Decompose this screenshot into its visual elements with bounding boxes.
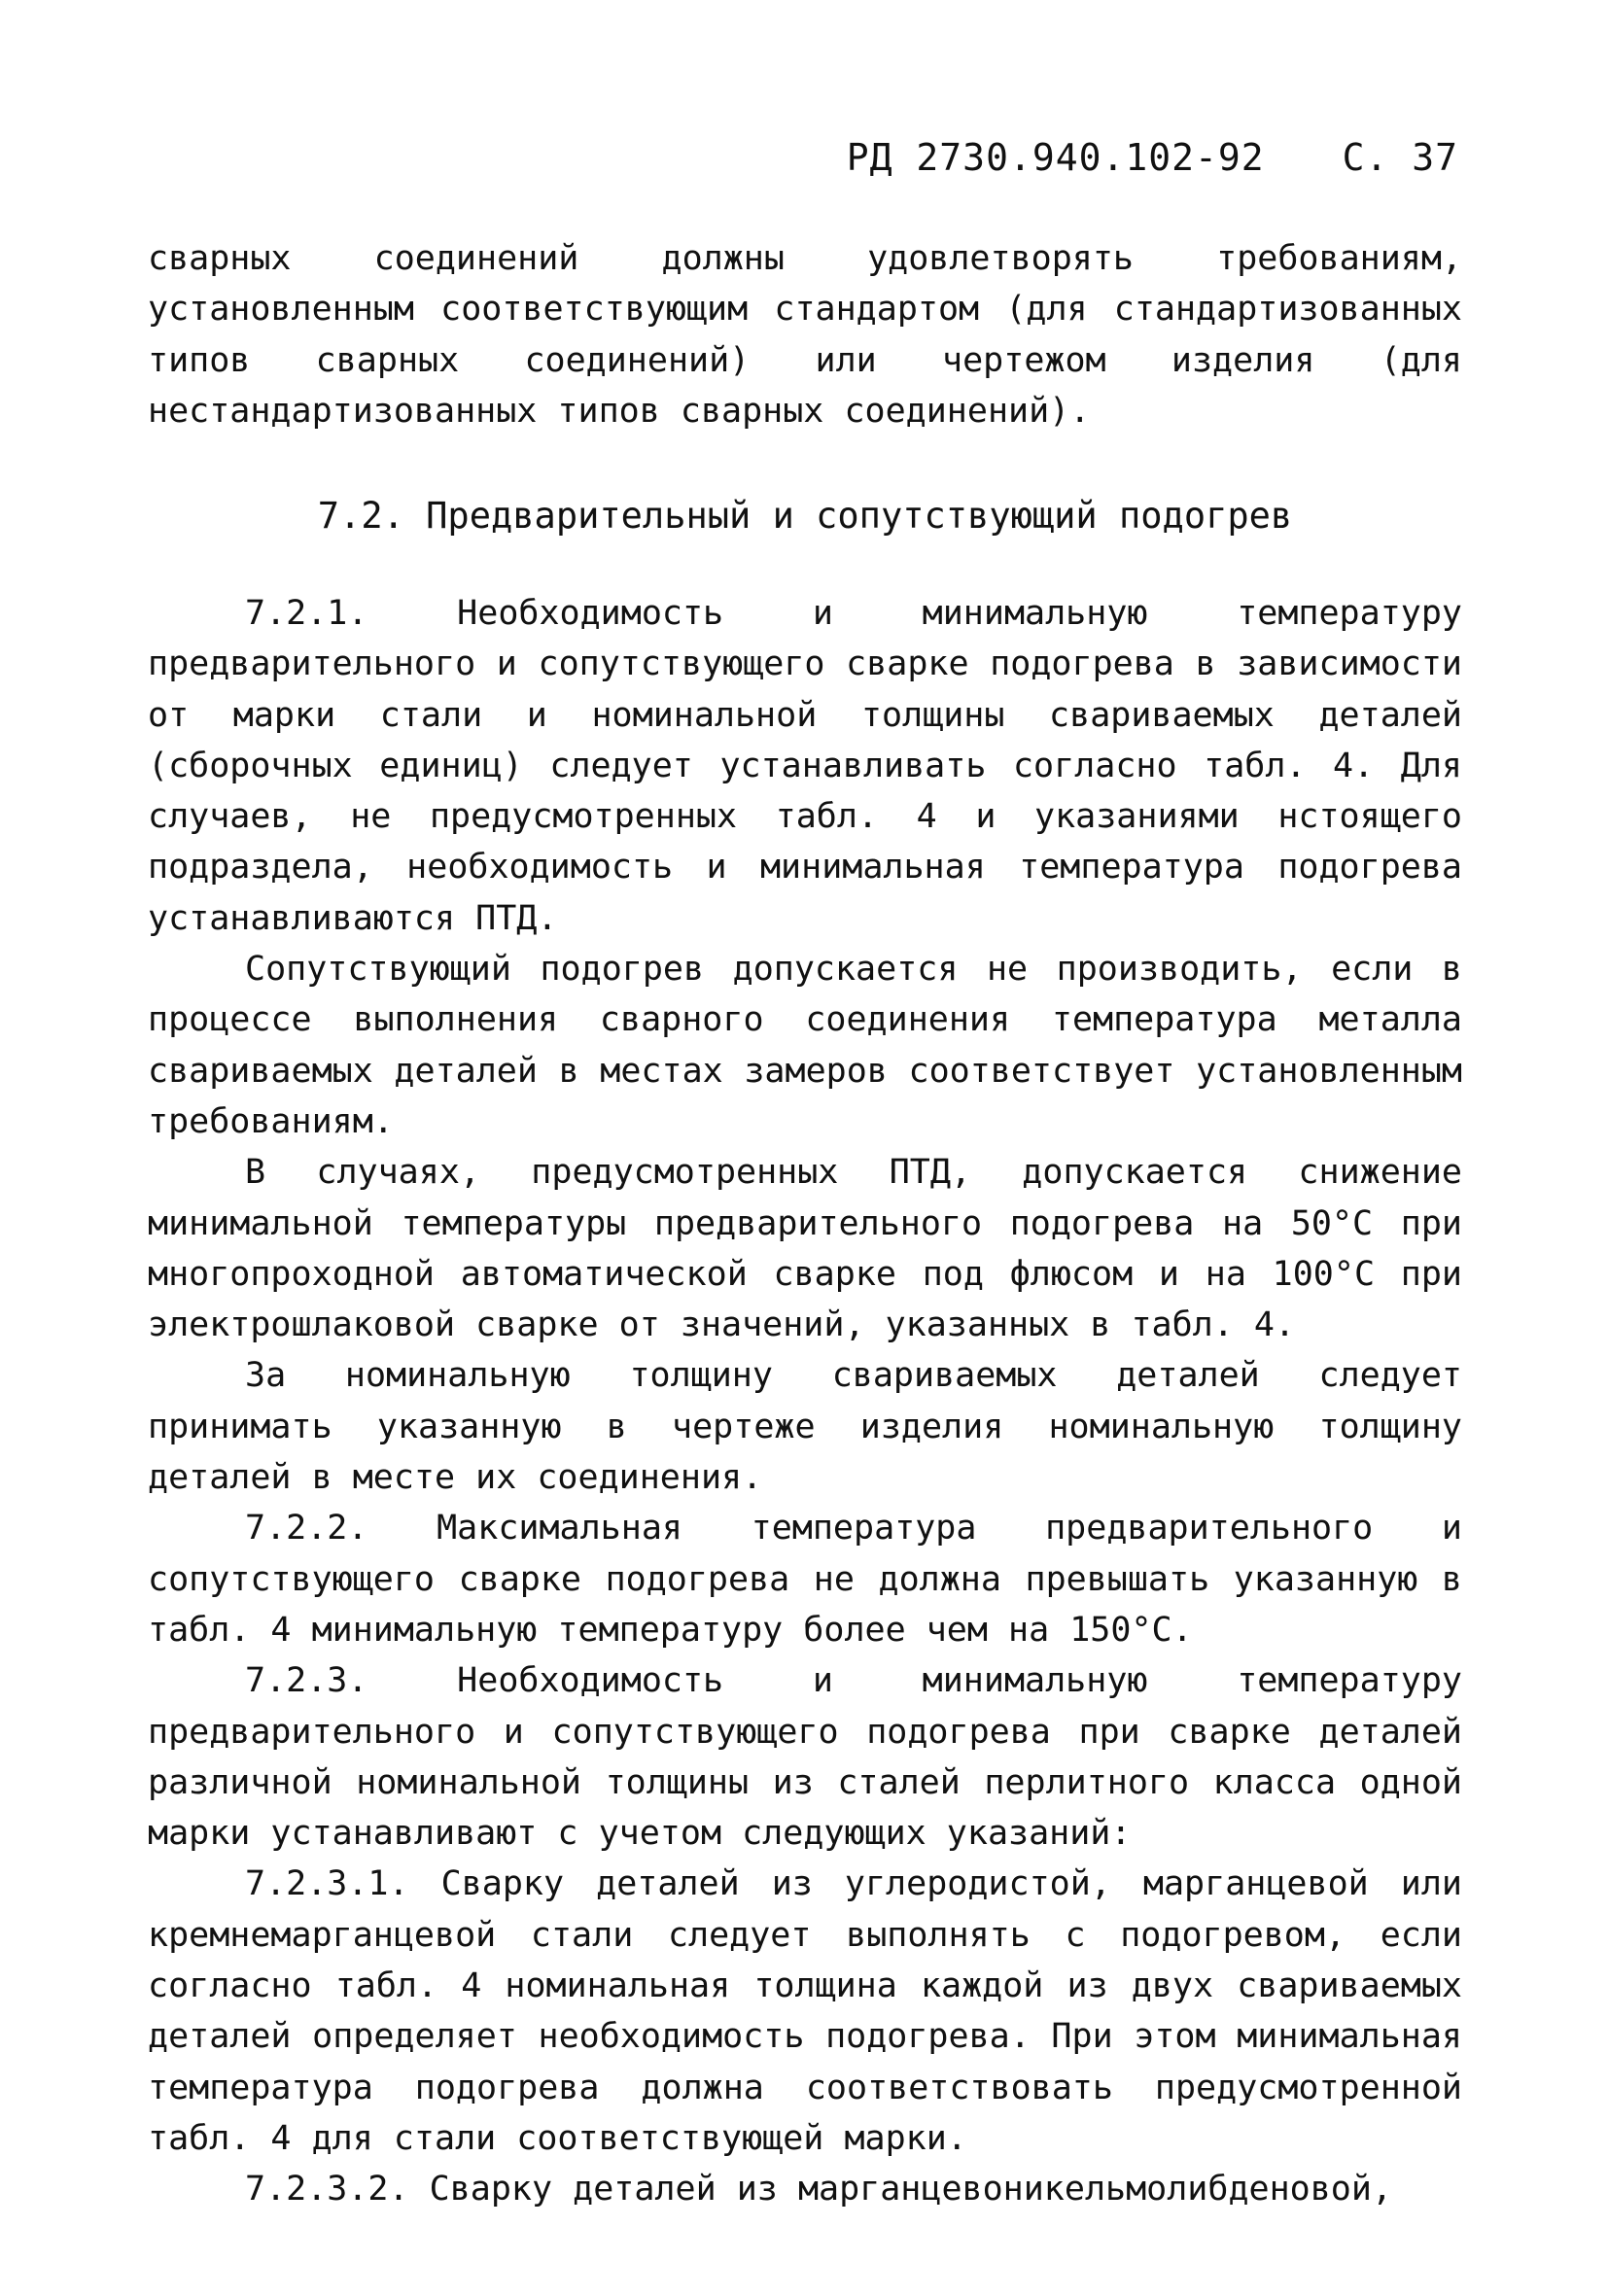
section-body — [148, 588, 1462, 2215]
page-number: С. 37 — [1342, 136, 1458, 179]
intro-block — [148, 233, 1462, 436]
paragraph-7-2-3-1: 7.2.3.1. Сварку деталей из углеродистой, марганцевой или кремнемарганцевой стали следует выполнять с подогревом, если согласно табл. 4 номинальная толщина каждой из двух свариваемых деталей определяет необходимость подогрева. При этом минимальная температура подогрева должна соответствовать предусмотренной табл. 4 для стали соответствующей марки. — [148, 1864, 1462, 2158]
paragraph-7-2-3: 7.2.3. Необходимость и минимальную температуру предварительного и сопутствующего подогрева при сварке деталей различной номинальной толщины из сталей перлитного класса одной марки устанавливают с учетом следующих указаний: — [148, 1661, 1462, 1854]
paragraph-7-2-2: 7.2.2. Максимальная температура предварительного и сопутствующего сварке подогрева не должна превышать указанную в табл. 4 минимальную температуру более чем на 150°С. — [148, 1509, 1462, 1650]
paragraph-7-2-3-2: 7.2.3.2. Сварку деталей из марганцевоникельмолибденовой, — [245, 2170, 1393, 2209]
paragraph-temperature-reduction: В случаях, предусмотренных ПТД, допускается снижение минимальной температуры предварительного подогрева на 50°С при многопроходной автоматической сварке под флюсом и на 100°С при электрошлаковой сварке от значений, указанных в табл. 4. — [148, 1153, 1462, 1345]
page-header — [0, 136, 1458, 179]
document-code: РД 2730.940.102-92 — [846, 136, 1265, 179]
paragraph-7-2-1: 7.2.1. Необходимость и минимальную температуру предварительного и сопутствующего сварке подогрева в зависимости от марки стали и номинальной толщины свариваемых деталей (сборочных единиц) следует устанавливать согласно табл. 4. Для случаев, не предусмотренных табл. 4 и указаниями нстоящего подраздела, необходимость и минимальная температура подогрева устанавливаются ПТД. — [148, 594, 1462, 938]
intro-paragraph: сварных соединений должны удовлетворять требованиям, установленным соответствующим стандартом (для стандартизованных типов сварных соединений) или чертежом изделия (для нестандартизованных типов сварных соединений). — [148, 239, 1462, 431]
section-heading-block — [148, 491, 1462, 541]
paragraph-nominal-thickness: За номинальную толщину свариваемых деталей следует принимать указанную в чертеже изделия номинальную толщину деталей в месте их соединения. — [148, 1356, 1462, 1498]
section-title: 7.2. Предварительный и сопутствующий подогрев — [317, 495, 1293, 537]
paragraph-concurrent-heating: Сопутствующий подогрев допускается не производить, если в процессе выполнения сварного соединения температура металла свариваемых деталей в местах замеров соответствует установленным требованиям. — [148, 950, 1462, 1141]
